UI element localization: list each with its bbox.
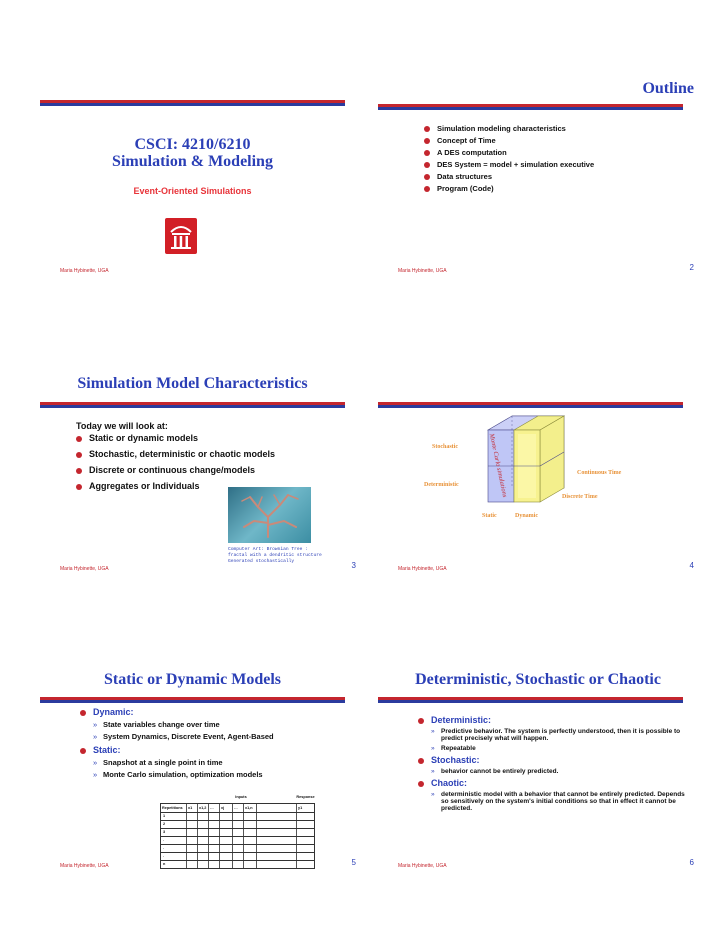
- slide-footer: Maria Hybinette, UGA: [60, 268, 109, 274]
- model-cube-diagram: [378, 358, 698, 578]
- table-cell: [233, 861, 244, 868]
- list-item: Aggregates or Individuals: [76, 481, 275, 497]
- table-cell: [244, 821, 257, 828]
- table-cell: [257, 845, 297, 852]
- table-cell: [198, 853, 209, 860]
- table-row: [160, 829, 315, 837]
- label-stochastic: Stochastic: [432, 444, 458, 450]
- brownian-tree-image: [228, 487, 311, 543]
- page-number: 4: [689, 561, 694, 570]
- list-item: » State variables change over time: [93, 720, 350, 729]
- bullet-icon: [418, 718, 424, 724]
- bullet-icon: [424, 150, 430, 156]
- table-cell: [233, 845, 244, 852]
- list-item: » Monte Carlo simulation, optimization models: [93, 770, 350, 779]
- bullet-icon: [80, 710, 86, 716]
- intro-text: Today we will look at:: [76, 421, 168, 431]
- label-static: Static: [482, 513, 497, 519]
- table-cell: [209, 837, 220, 844]
- university-logo: [165, 218, 197, 254]
- bullet-icon: [76, 484, 82, 490]
- chaotic-sublist: [418, 791, 688, 812]
- table-cell: [220, 853, 233, 860]
- list-item: » Predictive behavior. The system is perfectly understood, then it is possible to predict precisely what will happen.: [431, 728, 688, 742]
- label-dynamic: Dynamic: [515, 513, 538, 519]
- slide-title: Simulation Model Characteristics: [77, 375, 308, 392]
- bullet-icon: [76, 436, 82, 442]
- page-number: 5: [351, 858, 356, 867]
- title-rule: [40, 697, 345, 703]
- table-cell: [297, 829, 316, 836]
- bullet-icon: [424, 186, 430, 192]
- table-cell: [244, 813, 257, 820]
- table-cell: [297, 845, 316, 852]
- table-cell: [257, 861, 297, 868]
- slide-6: [378, 655, 698, 875]
- table-cell: [297, 821, 316, 828]
- list-item: Discrete or continuous change/models: [76, 465, 275, 481]
- outline-list: [424, 124, 594, 196]
- table-cell: [257, 821, 297, 828]
- label-discrete-time: Discrete Time: [562, 494, 598, 500]
- table-cell: [198, 845, 209, 852]
- list-item: Static or dynamic models: [76, 433, 275, 449]
- table-cell: [187, 837, 198, 844]
- dynamic-sublist: [80, 720, 350, 741]
- table-cell: [244, 845, 257, 852]
- table-body: [160, 813, 315, 869]
- table-cell: [244, 837, 257, 844]
- bullet-icon: [418, 781, 424, 787]
- table-cell: [198, 813, 209, 820]
- slide-3: [40, 358, 360, 578]
- table-cell: [209, 861, 220, 868]
- table-cell: [257, 853, 297, 860]
- slide-footer: Maria Hybinette, UGA: [60, 863, 109, 869]
- monte-carlo-table: [160, 795, 315, 869]
- table-cell: [220, 829, 233, 836]
- list-item: A DES computation: [424, 148, 594, 160]
- page-number: 6: [689, 858, 694, 867]
- table-row: [160, 813, 315, 821]
- bullet-icon: [424, 174, 430, 180]
- slide-footer: Maria Hybinette, UGA: [398, 566, 447, 572]
- bullet-icon: [418, 758, 424, 764]
- table-cell: [187, 821, 198, 828]
- label-continuous-time: Continuous Time: [577, 470, 622, 476]
- table-cell: [198, 837, 209, 844]
- table-cell: 3: [161, 829, 187, 836]
- list-item: Data structures: [424, 172, 594, 184]
- table-cell: [220, 837, 233, 844]
- table-cell: [187, 813, 198, 820]
- page-number: 3: [351, 561, 356, 570]
- bullet-icon: [424, 162, 430, 168]
- table-cell: [198, 829, 209, 836]
- table-header-row: Repetitions x1 x1,2 … xj … x1,n y1: [160, 803, 315, 813]
- table-cell: [220, 845, 233, 852]
- table-cell: [220, 861, 233, 868]
- slide-subtitle: Event-Oriented Simulations: [133, 186, 252, 196]
- table-cell: [244, 853, 257, 860]
- list-item: » System Dynamics, Discrete Event, Agent-Based: [93, 732, 350, 741]
- slide-1: [40, 60, 360, 280]
- deterministic-sublist: [418, 728, 688, 752]
- slide-title: Deterministic, Stochastic or Chaotic: [415, 671, 661, 688]
- slide-2: [378, 60, 698, 280]
- table-cell: [297, 853, 316, 860]
- table-cell: [187, 845, 198, 852]
- list-item: » behavior cannot be entirely predicted.: [431, 768, 688, 775]
- table-cell: [187, 829, 198, 836]
- list-item: » Repeatable: [431, 745, 688, 752]
- table-cell: .: [161, 837, 187, 844]
- list-item: » Snapshot at a single point in time: [93, 758, 350, 767]
- table-row: [160, 837, 315, 845]
- static-sublist: [80, 758, 350, 779]
- title-rule: [378, 697, 683, 703]
- table-cell: [209, 813, 220, 820]
- slide-5: [40, 655, 360, 875]
- table-cell: [257, 837, 297, 844]
- table-row: [160, 861, 315, 869]
- image-caption: Computer Art: Brownian Tree : fractal with a dendritic structure Generated stochastically: [228, 547, 322, 564]
- list-item: Concept of Time: [424, 136, 594, 148]
- title-rule: [40, 402, 345, 408]
- label-monte-carlo: Monte Carlo simulations: [487, 432, 509, 499]
- table-cell: 2: [161, 821, 187, 828]
- table-row: [160, 845, 315, 853]
- table-cell: [198, 861, 209, 868]
- slide-4: [378, 358, 698, 578]
- table-cell: [209, 829, 220, 836]
- table-cell: [187, 853, 198, 860]
- table-cell: [257, 813, 297, 820]
- list-item: DES System = model + simulation executive: [424, 160, 594, 172]
- table-cell: [233, 853, 244, 860]
- slide-title: Outline: [642, 80, 694, 97]
- table-cell: [209, 821, 220, 828]
- content: [418, 715, 688, 812]
- label-deterministic: Deterministic: [424, 482, 459, 488]
- table-cell: [187, 861, 198, 868]
- bullet-icon: [424, 138, 430, 144]
- table-row: [160, 853, 315, 861]
- table-cell: [220, 821, 233, 828]
- dynamic-point: Dynamic:: [80, 707, 350, 717]
- list-item: Stochastic, deterministic or chaotic models: [76, 449, 275, 465]
- table-row: [160, 821, 315, 829]
- table-cell: [233, 829, 244, 836]
- list-item: Simulation modeling characteristics: [424, 124, 594, 136]
- slide-footer: Maria Hybinette, UGA: [60, 566, 109, 572]
- chaotic-point: Chaotic:: [418, 778, 688, 788]
- table-cell: 1: [161, 813, 187, 820]
- title-rule: [40, 100, 345, 106]
- table-cell: [297, 861, 316, 868]
- table-cell: [297, 813, 316, 820]
- deterministic-point: Deterministic:: [418, 715, 688, 725]
- response-header: Response: [296, 795, 315, 799]
- course-number: CSCI: 4210/6210: [134, 136, 251, 153]
- table-cell: [233, 837, 244, 844]
- list-item: » deterministic model with a behavior that cannot be entirely predicted. Depends so sensitively on the system's initial conditions so that in effect it cannot be predicted.: [431, 791, 688, 812]
- table-cell: .: [161, 853, 187, 860]
- static-point: Static:: [80, 745, 350, 755]
- table-cell: [233, 813, 244, 820]
- content: [80, 707, 350, 779]
- table-cell: [233, 821, 244, 828]
- table-cell: .: [161, 845, 187, 852]
- slide-footer: Maria Hybinette, UGA: [398, 268, 447, 274]
- bullet-icon: [76, 452, 82, 458]
- slide-footer: Maria Hybinette, UGA: [398, 863, 447, 869]
- bullet-icon: [424, 126, 430, 132]
- table-cell: [257, 829, 297, 836]
- table-cell: n: [161, 861, 187, 868]
- table-cell: [209, 853, 220, 860]
- title-rule: [378, 104, 683, 110]
- course-title: Simulation & Modeling: [112, 153, 273, 170]
- inputs-header: Inputs: [235, 795, 247, 799]
- bullet-icon: [80, 748, 86, 754]
- table-cell: [244, 829, 257, 836]
- stochastic-point: Stochastic:: [418, 755, 688, 765]
- bullet-icon: [76, 468, 82, 474]
- list-item: Program (Code): [424, 184, 594, 196]
- table-cell: [297, 837, 316, 844]
- table-cell: [198, 821, 209, 828]
- table-cell: [209, 845, 220, 852]
- page-number: 2: [689, 263, 694, 272]
- slide-title: Static or Dynamic Models: [103, 671, 281, 688]
- table-cell: [220, 813, 233, 820]
- table-cell: [244, 861, 257, 868]
- stochastic-sublist: [418, 768, 688, 775]
